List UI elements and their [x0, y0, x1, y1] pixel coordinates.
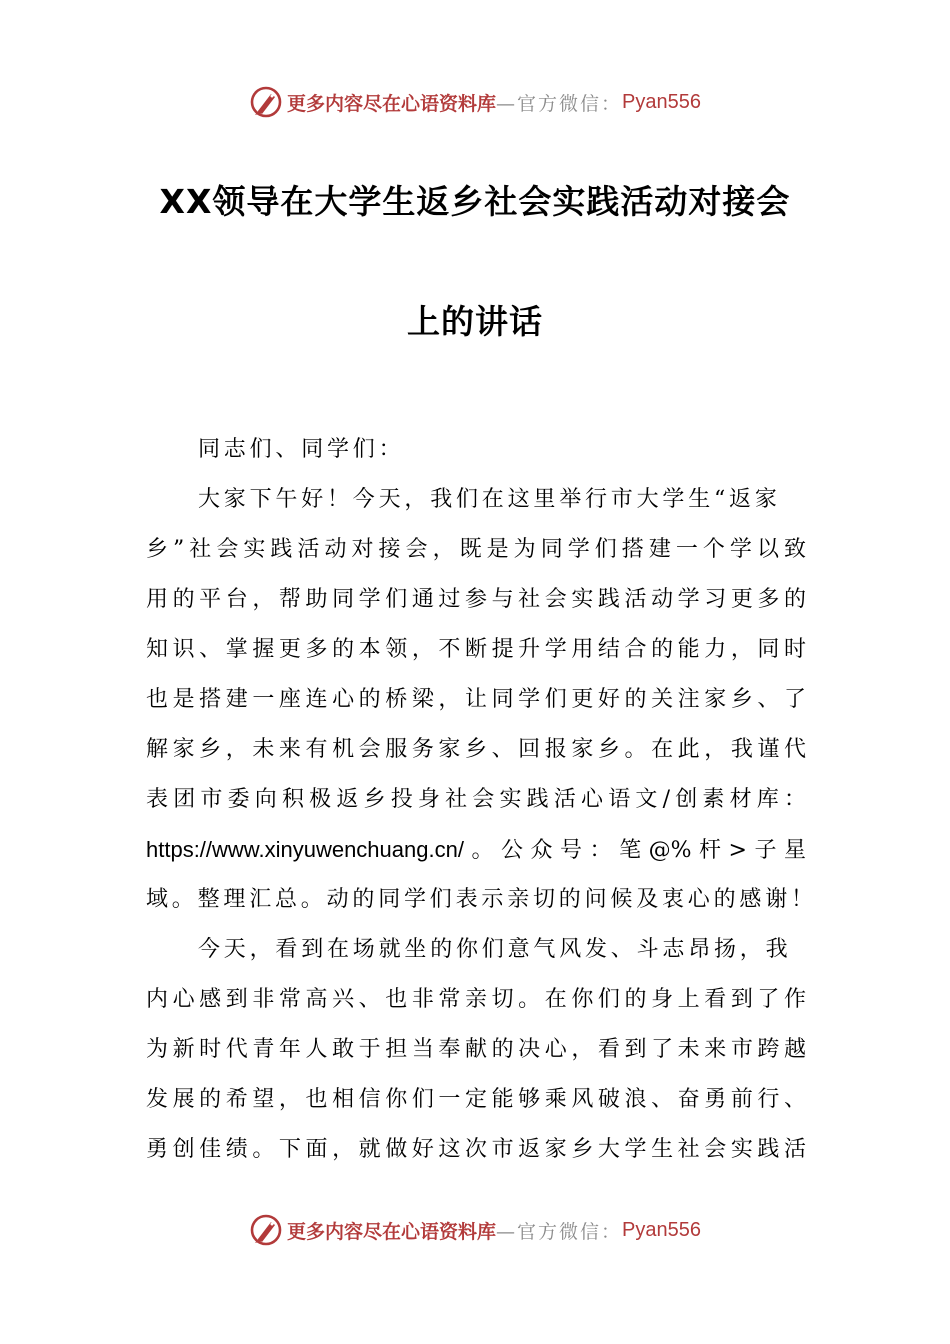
- document-title-line-2: 上的讲话: [407, 302, 543, 341]
- banner-wechat-label: —官方微信：: [496, 1220, 623, 1243]
- paragraph-line: 域。整理汇总。动的同学们表示亲切的问候及衷心的感谢！: [146, 887, 817, 912]
- document-title-line-1: XX领导在大学生返乡社会实践活动对接会: [159, 182, 791, 221]
- paragraph-line: 大家下午好！今天，我们在这里举行市大学生“返家: [198, 487, 781, 512]
- paragraph-line-url: [146, 825, 806, 875]
- url-trailing-text: 。公众号：笔@%杆>子星: [463, 838, 806, 863]
- banner-wechat-handle: Pyan556: [622, 90, 701, 113]
- url-text: https://www.xinyuwenchuang.cn/: [146, 837, 464, 862]
- paragraph-line: 乡”社会实践活动对接会，既是为同学们搭建一个学以致: [146, 537, 806, 562]
- paragraph-line: 也是搭建一座连心的桥梁，让同学们更好的关注家乡、了: [146, 687, 806, 712]
- banner-site-name: 更多内容尽在心语资料库: [287, 1220, 497, 1243]
- header-watermark-banner: [0, 82, 950, 122]
- paragraph-line: 为新时代青年人敢于担当奉献的决心，看到了未来市跨越: [146, 1037, 806, 1062]
- paragraph-line: 解家乡，未来有机会服务家乡、回报家乡。在此，我谨代: [146, 737, 806, 762]
- banner-wechat-handle: Pyan556: [622, 1218, 701, 1241]
- salutation: 同志们、同学们：: [198, 437, 405, 462]
- paragraph-line: 内心感到非常高兴、也非常亲切。在你们的身上看到了作: [146, 987, 806, 1012]
- paragraph-line: 表团市委向积极返乡投身社会实践活心语文/创素材库：: [146, 787, 806, 812]
- paragraph-line: 发展的希望，也相信你们一定能够乘风破浪、奋勇前行、: [146, 1087, 806, 1112]
- paragraph-line: 勇创佳绩。下面，就做好这次市返家乡大学生社会实践活: [146, 1137, 806, 1162]
- paragraph-line: 用的平台，帮助同学们通过参与社会实践活动学习更多的: [146, 587, 806, 612]
- paragraph-line: 今天，看到在场就坐的你们意气风发、斗志昂扬，我: [198, 937, 792, 962]
- pen-nib-icon: [249, 85, 283, 119]
- banner-site-name: 更多内容尽在心语资料库: [287, 92, 497, 115]
- paragraph-line: 知识、掌握更多的本领，不断提升学用结合的能力，同时: [146, 637, 806, 662]
- pen-nib-icon: [249, 1213, 283, 1247]
- banner-wechat-label: —官方微信：: [496, 92, 623, 115]
- document-body: [146, 425, 817, 1175]
- footer-watermark-banner: [0, 1210, 950, 1250]
